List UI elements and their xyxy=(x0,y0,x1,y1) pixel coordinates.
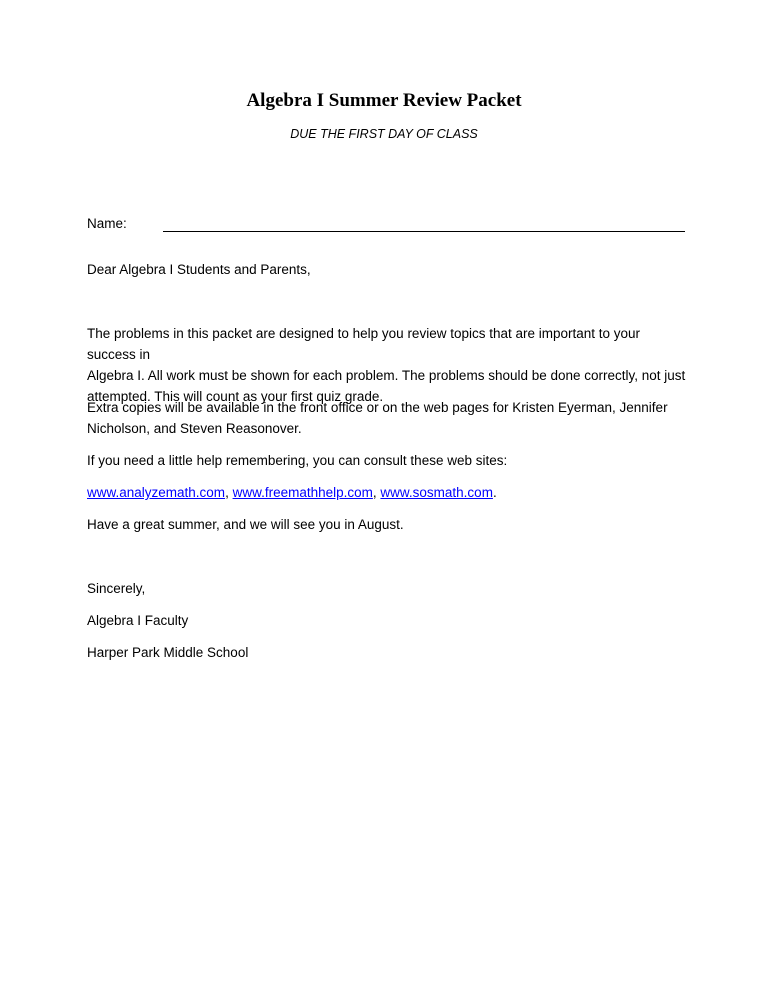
paragraph-extra-copies xyxy=(87,397,687,439)
document-title: Algebra I Summer Review Packet xyxy=(246,90,522,111)
paragraph-line: Algebra I. All work must be shown for each problem. The problems should be done correctly, not just xyxy=(87,368,686,383)
website-links xyxy=(87,482,687,503)
link-separator: , xyxy=(372,485,381,500)
closing: Sincerely, xyxy=(87,581,146,596)
link-end-period: . xyxy=(492,485,497,500)
greeting: Dear Algebra I Students and Parents, xyxy=(87,262,311,277)
name-blank-line xyxy=(163,231,685,232)
link-separator: , xyxy=(225,485,233,500)
paragraph-line: Extra copies will be available in the front office or on the web pages for Kristen Eyerman, Jennifer xyxy=(87,400,668,415)
paragraph-line: Nicholson, and Steven Reasonover. xyxy=(87,421,302,436)
paragraph-websites-intro: If you need a little help remembering, you can consult these web sites: xyxy=(87,453,508,468)
paragraph-line: attempted. This will count as your first quiz grade. xyxy=(87,389,384,404)
name-label: Name: xyxy=(87,216,127,231)
name-field-row xyxy=(87,216,685,234)
link-sosmath[interactable]: www.sosmath.com xyxy=(380,485,493,500)
due-date-subtitle: DUE THE FIRST DAY OF CLASS xyxy=(290,127,478,141)
paragraph-line: The problems in this packet are designed to help you review topics that are important to your success in xyxy=(87,326,641,362)
paragraph-summer: Have a great summer, and we will see you in August. xyxy=(87,517,404,532)
link-analyzemath[interactable]: www.analyzemath.com xyxy=(87,485,226,500)
paragraph-instructions xyxy=(87,323,687,407)
link-freemathhelp[interactable]: www.freemathhelp.com xyxy=(232,485,373,500)
signature-faculty: Algebra I Faculty xyxy=(87,613,189,628)
signature-school: Harper Park Middle School xyxy=(87,645,249,660)
